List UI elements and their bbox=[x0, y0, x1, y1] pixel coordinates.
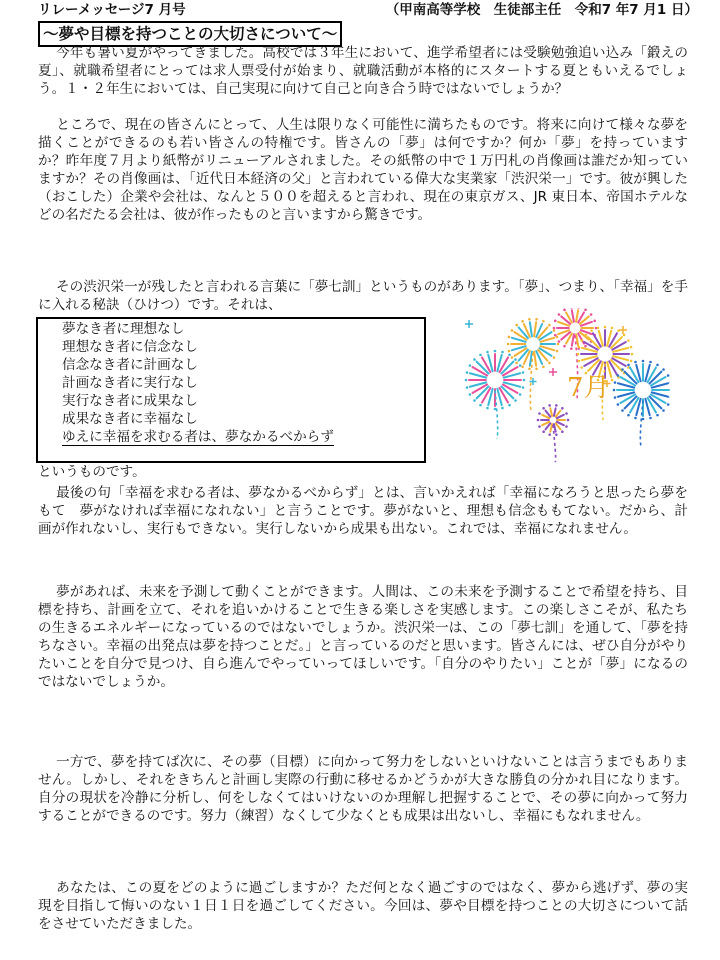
firework-spark bbox=[563, 345, 566, 348]
month-label: 7月 bbox=[567, 373, 610, 403]
firework-spark bbox=[656, 364, 659, 367]
firework-spark bbox=[508, 404, 511, 407]
firework-spark bbox=[611, 327, 614, 330]
firework-spark bbox=[667, 374, 670, 377]
issuer-info: （甲南高等学校 生徒部主任 令和7 年7 月1 日） bbox=[385, 2, 698, 18]
firework-spark bbox=[535, 367, 538, 370]
firework-spark bbox=[593, 320, 596, 323]
paragraph-intro: 今年も暑い夏がやってきました。高校では３年生において、進学希望者には受験勉強追い込み「鍛えの夏」、就職希望者にとっては求人票受付が始まり、就職活動が本格的にスタートする夏ともいえるでしょう。１・２年生においては、自己実現に向けて自己と向き合う時ではないでしょうか？ bbox=[38, 45, 688, 97]
firework-spark bbox=[577, 353, 580, 356]
firework-spark bbox=[649, 361, 652, 364]
firework-spark bbox=[554, 320, 557, 323]
firework-spark bbox=[553, 356, 556, 359]
firework-spark bbox=[501, 407, 504, 410]
paragraph-future: 夢があれば、未来を予測して動くことができます。人間は、この未来を予測することで希望を持ち、目標を持ち、計画を立て、それを追いかけることで生きる楽しさを実感します。この楽しさこそが、私たちの生きるエネルギーになっているのではないでしょうか。渋沢栄一は、この「夢七訓」を通して、「夢を持ちなさい。幸福の出発点は夢を持つことだ。」と言っているのだと思います。皆さんには、ぜひ自分がやりたいことを自分で見つけ、自ら進んでやっていってほしいです。「自分のやりたい」ことが「夢」になるのではないでしょうか。 bbox=[38, 584, 688, 690]
firework-spark bbox=[634, 361, 637, 364]
firework-spark bbox=[617, 403, 620, 406]
firework-spark bbox=[642, 360, 645, 363]
firework-spark bbox=[535, 318, 538, 321]
precepts-box bbox=[36, 317, 426, 463]
firework-spark bbox=[486, 351, 489, 354]
firework-spark bbox=[570, 308, 573, 309]
firework-spark bbox=[567, 419, 570, 422]
precept-item: 夢なき者に理想なし bbox=[62, 321, 185, 337]
firework-spark bbox=[558, 340, 561, 343]
firework-spark bbox=[584, 345, 587, 348]
firework-ray bbox=[550, 408, 552, 416]
paragraph-meaning: 最後の句「幸福を求むる者は、夢なかるべからず」とは、言いかえれば「幸福になろうと思ったら夢をもて 夢がなければ幸福になれない」と言うことです。夢がないと、理想も信念ももてない。だから、計画が作れないし、実行もできない。実行しないから成果も出ない。これでは、幸福になれません。 bbox=[38, 485, 688, 537]
fireworks-illustration bbox=[455, 308, 670, 473]
firework-spark bbox=[548, 433, 551, 436]
firework-spark bbox=[553, 327, 556, 330]
firework-spark bbox=[580, 339, 583, 342]
firework-spark bbox=[537, 419, 540, 422]
paragraph-effort: 一方で、夢を持てば次に、その夢（目標）に向かって努力をしないといけないことは言うまでもありません。しかし、それをきちんと計画し実際の行動に移せるかどうかが大きな勝負の分かれ目になります。自分の現状を冷静に分析し、何をしなくてはいけないのか理解し把握することで、その夢に向かって努力することができるのです。努力（練習）なくして少なくとも成果は出ないし、幸福にもなれません。 bbox=[38, 754, 688, 824]
firework-spark bbox=[538, 425, 541, 428]
firework-spark bbox=[519, 393, 522, 396]
firework-spark bbox=[511, 356, 514, 359]
firework-burst bbox=[613, 360, 670, 446]
firework-spark bbox=[548, 404, 551, 407]
firework-spark bbox=[584, 309, 587, 312]
newsletter-header bbox=[38, 0, 698, 20]
firework-ray bbox=[530, 352, 532, 366]
firework-spark bbox=[631, 353, 634, 356]
firework-spark bbox=[604, 326, 607, 329]
paragraph-closing: あなたは、この夏をどのように過ごしますか？ただ何となく過ごすのではなく、夢から逃げず、夢の実現を目指して悔いのない１日１日を過ごしてください。今回は、夢や目標を持つことの大切さについて話をさせていただきました。 bbox=[38, 880, 688, 932]
firework-spark bbox=[486, 407, 489, 410]
firework-ray bbox=[534, 322, 536, 336]
firework-spark bbox=[515, 324, 518, 327]
precept-item: 計画なき者に実行なし bbox=[62, 375, 198, 391]
firework-trail bbox=[495, 390, 498, 438]
firework-spark bbox=[523, 379, 526, 382]
firework-spark bbox=[514, 399, 517, 402]
firework-spark bbox=[613, 389, 616, 392]
firework-spark bbox=[515, 362, 518, 365]
firework-spark bbox=[469, 364, 472, 367]
precept-item: 実行なき者に成果なし bbox=[62, 393, 198, 409]
firework-spark bbox=[514, 358, 517, 361]
firework-spark bbox=[630, 360, 633, 363]
firework-spark bbox=[528, 367, 531, 370]
precept-item: 理想なき者に信念なし bbox=[62, 339, 198, 355]
firework-spark bbox=[479, 404, 482, 407]
firework-spark bbox=[473, 358, 476, 361]
firework-spark bbox=[627, 414, 630, 417]
firework-spark bbox=[614, 381, 617, 384]
firework-spark bbox=[578, 346, 581, 349]
firework-burst bbox=[507, 318, 560, 412]
firework-ray bbox=[534, 352, 536, 366]
firework-spark bbox=[554, 334, 557, 337]
firework-spark bbox=[522, 371, 525, 374]
newsletter-issue: リレーメッセージ7 月号 bbox=[38, 2, 186, 18]
firework-ray bbox=[572, 310, 574, 322]
firework-spark bbox=[466, 371, 469, 374]
firework-spark bbox=[561, 430, 564, 433]
firework-spark bbox=[563, 309, 566, 312]
firework-ray bbox=[530, 322, 532, 336]
precepts-closing: というものです。 bbox=[38, 464, 146, 480]
firework-spark bbox=[519, 364, 522, 367]
paragraph-yume-shichikun: その渋沢栄一が残したと言われる言葉に「夢七訓」というものがあります。「夢」、つまり、「幸福」を手に入れる秘訣（ひけつ）です。それは、 bbox=[38, 279, 688, 313]
firework-spark bbox=[555, 404, 558, 407]
firework-spark bbox=[538, 412, 541, 415]
firework-ray bbox=[554, 424, 556, 432]
firework-spark bbox=[558, 313, 561, 316]
firework-spark bbox=[656, 414, 659, 417]
firework-spark bbox=[508, 354, 511, 357]
firework-spark bbox=[617, 374, 620, 377]
firework-trail bbox=[640, 400, 643, 445]
firework-spark bbox=[522, 386, 525, 389]
firework-spark bbox=[561, 407, 564, 410]
firework-spark bbox=[627, 339, 630, 342]
firework-spark bbox=[580, 366, 583, 369]
firework-spark bbox=[565, 412, 568, 415]
firework-spark bbox=[542, 365, 545, 368]
firework-spark bbox=[473, 399, 476, 402]
firework-spark bbox=[585, 334, 588, 337]
firework-spark bbox=[578, 360, 581, 363]
precept-item: 信念なき者に計画なし bbox=[62, 357, 198, 373]
firework-spark bbox=[621, 368, 624, 371]
firework-burst bbox=[537, 404, 570, 461]
firework-spark bbox=[548, 362, 551, 365]
firework-spark bbox=[479, 354, 482, 357]
firework-spark bbox=[590, 313, 593, 316]
firework-spark bbox=[577, 308, 580, 309]
firework-spark bbox=[667, 403, 670, 406]
firework-spark bbox=[649, 417, 652, 420]
firework-spark bbox=[507, 343, 510, 346]
firework-spark bbox=[570, 347, 573, 350]
firework-spark bbox=[621, 409, 624, 412]
firework-ray bbox=[576, 310, 578, 322]
firework-spark bbox=[555, 433, 558, 436]
firework-spark bbox=[521, 320, 524, 323]
firework-spark bbox=[521, 365, 524, 368]
firework-ray bbox=[572, 334, 574, 346]
firework-spark bbox=[542, 320, 545, 323]
firework-spark bbox=[556, 350, 559, 353]
firework-ray bbox=[554, 408, 556, 416]
firework-spark bbox=[508, 336, 511, 339]
firework-spark bbox=[553, 329, 556, 332]
firework-spark bbox=[469, 393, 472, 396]
firework-spark bbox=[542, 430, 545, 433]
firework-spark bbox=[662, 368, 665, 371]
firework-spark bbox=[542, 407, 545, 410]
firework-spark bbox=[597, 327, 600, 330]
firework-spark bbox=[630, 346, 633, 349]
paragraph-shibusawa: ところで、現在の皆さんにとって、人生は限りなく可能性に満ちたものです。将来に向けて様々な夢を描くことができるのも若い皆さんの特権です。皆さんの「夢」は何ですか？何か「夢」を持っていますか？昨年度７月より紙幣がリニューアルされました。その紙幣の中で１万円札の肖像画は誰だか知っていますか？その肖像画は、「近代日本経済の父」と言われている偉大な実業家「渋沢栄一」です。彼が興した（おこした）企業や会社は、なんと５００を超えると言われ、現在の東京ガス、JR 東日本、帝国ホテルなどの名だたる会社は、彼が作ったものと言いますから驚きです。 bbox=[38, 117, 688, 223]
firework-spark bbox=[508, 350, 511, 353]
firework-spark bbox=[511, 329, 514, 332]
precepts-list bbox=[62, 320, 334, 446]
firework-spark bbox=[614, 396, 617, 399]
firework-spark bbox=[465, 379, 468, 382]
precept-item: 成果なき者に幸福なし bbox=[62, 411, 198, 427]
firework-spark bbox=[662, 409, 665, 412]
firework-spark bbox=[557, 343, 560, 346]
firework-spark bbox=[466, 386, 469, 389]
article-title: 〜夢や目標を持つことの大切さについて〜 bbox=[38, 21, 342, 47]
firework-spark bbox=[590, 329, 593, 332]
firework-spark bbox=[494, 350, 497, 353]
firework-spark bbox=[565, 425, 568, 428]
firework-spark bbox=[501, 351, 504, 354]
firework-spark bbox=[611, 379, 614, 382]
precept-item-conclusion: ゆえに幸福を求むる者は、夢なかるべからず bbox=[62, 429, 334, 445]
firework-spark bbox=[528, 318, 531, 321]
firework-spark bbox=[627, 364, 630, 367]
firework-ray bbox=[550, 424, 552, 432]
firework-spark bbox=[548, 324, 551, 327]
firework-spark bbox=[634, 417, 637, 420]
